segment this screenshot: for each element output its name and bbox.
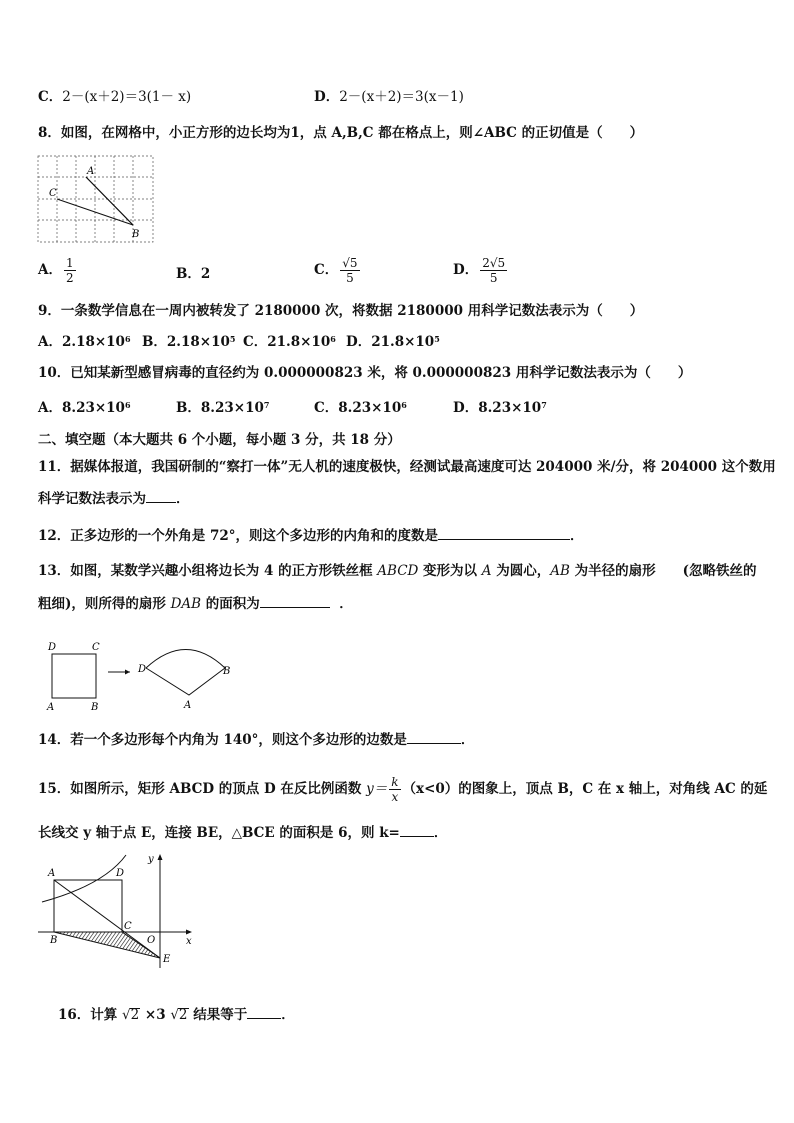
q8-fig-label-a: A <box>87 166 95 177</box>
q10-option-d <box>453 399 547 417</box>
q9-option-a <box>38 333 131 351</box>
q10-option-d-text: D．8.23×10 <box>453 400 542 416</box>
q10-option-c <box>314 399 407 417</box>
q9-option-b-text: B．2.18×10 <box>142 334 230 350</box>
q16-text-pre: 16．计算 <box>58 1007 122 1023</box>
q9-option-a-exp: 6 <box>124 334 131 344</box>
q16-line: 16．计算 √2 ×3 √2 结果等于 ． <box>58 1004 295 1024</box>
q9-option-d-exp: 5 <box>434 334 440 344</box>
q13-fig-label-d1: D <box>48 642 57 653</box>
q8-grid-figure <box>37 155 157 245</box>
q15-end: ． <box>433 825 448 841</box>
q15-fig-label-x: x <box>186 936 192 947</box>
q15-fig-label-c: C <box>124 921 132 932</box>
q13-text-1d: 为半径的扇形 (忽略铁丝的 <box>569 563 757 579</box>
q13-text-1a: 13．如图，某数学兴趣小组将边长为 4 的正方形铁丝框 <box>38 563 378 579</box>
q12-text: 12．正多边形的一个外角是 72°，则这个多边形的内角和的度数是 <box>38 528 439 544</box>
section-heading-fill-in: 二、填空题（本大题共 6 个小题，每小题 3 分，共 18 分） <box>38 432 401 448</box>
q13-text-2b: 的面积为 <box>201 596 260 612</box>
q8-option-d-fraction <box>480 256 507 285</box>
q8-option-c-den: 5 <box>346 271 354 285</box>
q12-line <box>38 525 584 545</box>
q12-end: ． <box>570 528 584 544</box>
q15-text-1a: 15．如图所示，矩形 ABCD 的顶点 D 在反比例函数 <box>38 781 367 797</box>
q15-figure <box>34 850 204 972</box>
q14-answer-blank[interactable] <box>407 729 461 744</box>
q8-option-c-label: C． <box>314 262 339 278</box>
q15-y-eq: y＝ <box>366 781 388 797</box>
q10-option-a-text: A．8.23×10 <box>38 400 125 416</box>
q7-option-d-math: 2－(x＋2)＝3(x－1) <box>339 89 464 105</box>
q10-option-a <box>38 399 131 417</box>
q8-option-c-num: √5 <box>342 256 358 270</box>
q16-radicand-2: 2 <box>178 1007 188 1023</box>
q13-text-2a: 粗细)，则所得的扇形 <box>38 596 171 612</box>
q15-fig-label-o: O <box>147 935 156 946</box>
q8-option-d-label: D． <box>453 262 479 278</box>
q13-a: A <box>481 563 492 579</box>
q7-option-c <box>38 88 191 106</box>
q13-ab: AB <box>550 563 570 579</box>
q13-fig-label-c: C <box>92 642 100 653</box>
q8-option-b: B．2 <box>176 266 211 282</box>
q15-text-1b: （x<0）的图象上，顶点 B，C 在 x 轴上，对角线 AC 的延 <box>402 781 768 797</box>
q8-option-d <box>453 256 509 285</box>
q15-fig-label-a: A <box>48 868 56 879</box>
q16-radicand-1: 2 <box>130 1007 140 1023</box>
q9-option-d-text: D．21.8×10 <box>346 334 435 350</box>
q13-line2 <box>38 593 353 613</box>
q15-fig-label-e: E <box>163 954 171 965</box>
q10-stem: 10．已知某新型感冒病毒的直径约为 0.000000823 米，将 0.000000823 用科学记数法表示为（ ） <box>38 365 692 381</box>
q8-option-d-num: 2√5 <box>482 256 506 270</box>
q9-option-c-exp: 6 <box>330 334 336 344</box>
q13-answer-blank[interactable] <box>260 593 330 608</box>
q13-fig-label-b1: B <box>91 702 99 713</box>
q8-fig-label-b: B <box>132 229 140 240</box>
q11-answer-blank[interactable] <box>146 488 176 503</box>
q9-option-a-text: A．2.18×10 <box>38 334 125 350</box>
q9-option-c-text: C．21.8×10 <box>243 334 331 350</box>
q15-fraction <box>389 775 400 804</box>
q13-end: ． <box>339 596 353 612</box>
q13-abcd: ABCD <box>377 563 419 579</box>
q14-end: ． <box>460 732 475 748</box>
q12-answer-blank[interactable] <box>438 525 570 540</box>
q13-line1 <box>38 562 756 580</box>
q10-option-b-exp: 7 <box>263 400 270 410</box>
q14-line <box>38 729 474 749</box>
q9-option-d <box>346 333 440 351</box>
q15-answer-blank[interactable] <box>400 822 434 837</box>
q7-option-c-label: C． <box>38 89 63 105</box>
q8-option-d-den: 5 <box>489 271 498 285</box>
q8-option-a-den: 2 <box>65 271 74 285</box>
q15-frac-k: k <box>391 775 399 789</box>
q7-option-c-math: 2－(x＋2)＝3(1－ x) <box>62 89 192 105</box>
q7-option-d <box>314 88 464 106</box>
q9-stem: 9．一条数学信息在一周内被转发了 2180000 次，将数据 2180000 用科学记数法表示为（ ） <box>38 303 644 319</box>
q9-option-c <box>243 333 336 351</box>
q14-text: 14．若一个多边形每个内角为 140°，则这个多边形的边数是 <box>38 732 407 748</box>
q15-text-2: 长线交 y 轴于点 E，连接 BE，△BCE 的面积是 6，则 k= <box>38 825 400 841</box>
q15-line2 <box>38 822 447 842</box>
q8-option-a-label: A． <box>38 262 62 278</box>
q13-fig-label-d2: D <box>138 664 147 675</box>
q11-line2 <box>38 488 190 508</box>
q15-frac-x: x <box>391 790 399 804</box>
q13-fig-label-b2: B <box>223 666 231 677</box>
q13-fig-label-a2: A <box>184 700 192 711</box>
q13-dab: DAB <box>170 596 202 612</box>
q8-option-a-num: 1 <box>65 256 74 270</box>
q9-option-b <box>142 333 235 351</box>
q16-answer-blank[interactable] <box>247 1004 281 1019</box>
q8-stem: 8．如图，在网格中，小正方形的边长均为1，点 A,B,C 都在格点上，则∠ABC 的正切值是（ ） <box>38 125 644 141</box>
q13-text-1b: 变形为以 <box>418 563 482 579</box>
q16-text-mid: ×3 <box>140 1007 171 1023</box>
q16-end: ． <box>281 1007 295 1023</box>
q15-line1 <box>38 775 767 804</box>
q16-text-post: 结果等于 <box>188 1007 248 1023</box>
q10-option-d-exp: 7 <box>541 400 547 410</box>
q10-option-b-text: B．8.23×10 <box>176 400 264 416</box>
q10-option-c-text: C．8.23×10 <box>314 400 402 416</box>
q11-end: ． <box>176 491 190 507</box>
q15-fig-label-b: B <box>50 935 58 946</box>
q9-option-b-exp: 5 <box>229 334 236 344</box>
q10-option-a-exp: 6 <box>124 400 131 410</box>
q11-line1: 11．据媒体报道，我国研制的“察打一体”无人机的速度极快，经测试最高速度可达 204000 米/分，将 204000 这个数用 <box>38 459 776 475</box>
q15-fig-label-d: D <box>116 868 125 879</box>
q8-fig-label-c: C <box>49 188 57 199</box>
q10-option-c-exp: 6 <box>401 400 407 410</box>
q8-option-a <box>38 256 78 285</box>
q10-option-b <box>176 399 269 417</box>
q8-option-c-fraction <box>340 256 359 285</box>
q7-option-d-label: D． <box>314 89 340 105</box>
q13-text-1c: 为圆心， <box>491 563 551 579</box>
q8-option-c <box>314 256 362 285</box>
q13-fig-label-a1: A <box>47 702 55 713</box>
q15-fig-label-y: y <box>148 854 154 865</box>
q8-option-a-fraction <box>64 256 76 285</box>
q13-figure <box>42 638 242 716</box>
q11-line2-text: 科学记数法表示为 <box>38 491 146 507</box>
